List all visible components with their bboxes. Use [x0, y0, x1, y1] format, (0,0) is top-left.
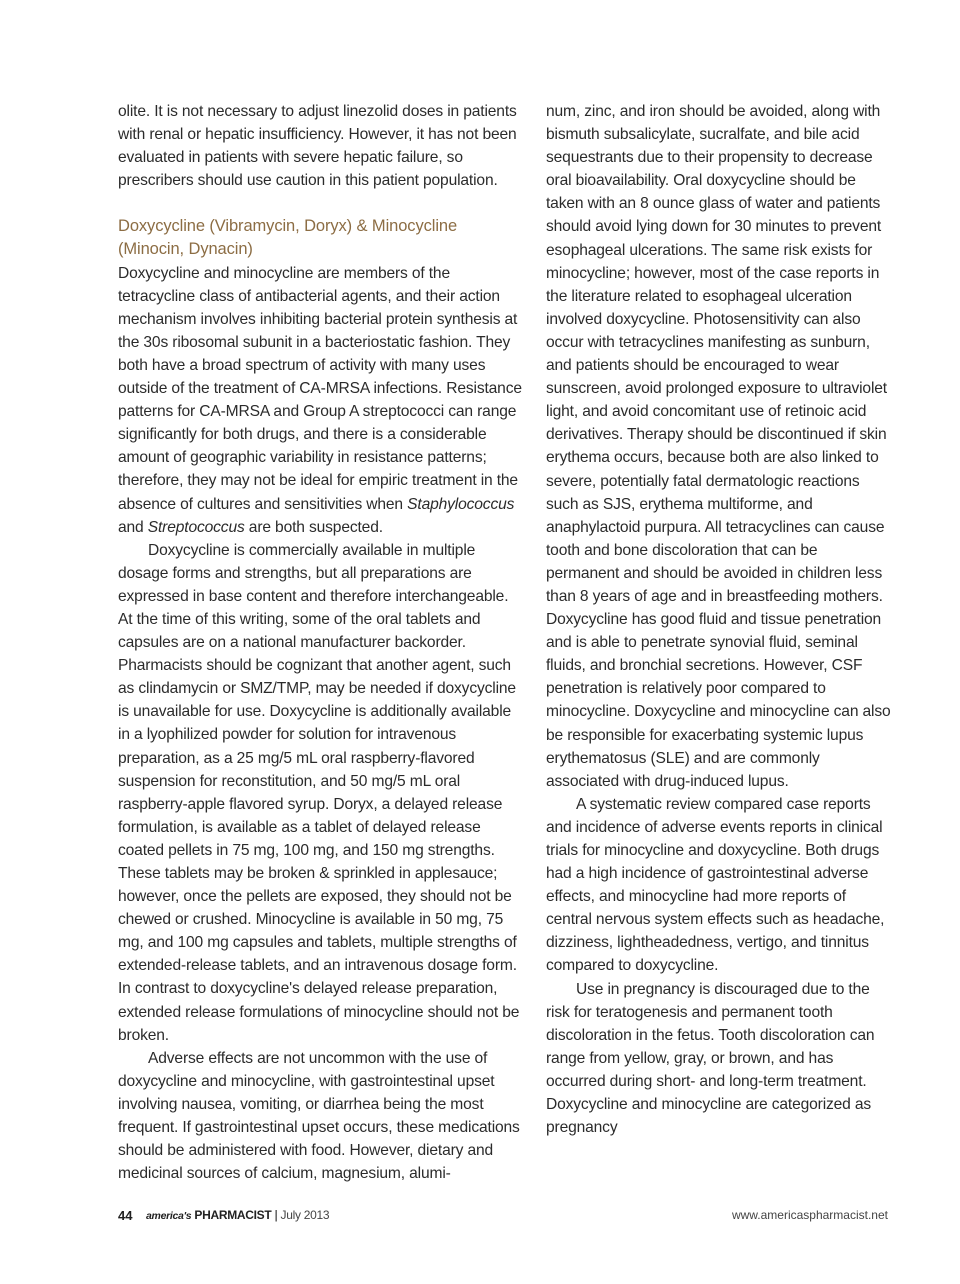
website-url: www.americaspharmacist.net	[731, 1208, 888, 1222]
page-number: 44	[118, 1208, 133, 1223]
issue-date: July 2013	[280, 1208, 330, 1222]
italic-genus-streptococcus: Streptococcus	[147, 518, 245, 536]
right-column	[546, 100, 892, 1139]
page-footer	[118, 1208, 888, 1228]
paragraph-bioavailability: num, zinc, and iron should be avoided, along with bismuth subsalicylate, sucralfate, and bile acid sequestrants due to their propensity to decrease oral bioavailability. Oral doxycycline should be taken with an 8 ounce glass of water and patients should avoid lying down for 30 minutes to prevent esophageal ulcerations. The same risk exists for minocycline; however, most of the case reports in the literature related to esophageal ulceration involved doxycycline. Photosensitivity can also occur with tetracyclines manifesting as sunburn, and patients should be encouraged to wear sunscreen, avoid prolonged exposure to ultraviolet light, and avoid concomitant use of retinoic acid derivatives. Therapy should be discontinued if skin erythema occurs, because both are also linked to severe, potentially fatal dermatologic reactions such as SJS, erythema multiforme, and anaphylactoid purpura. All tetracyclines can cause tooth and bone discoloration that can be permanent and should be avoided in children less than 8 years of age and in breastfeeding mothers. Doxycycline has good fluid and tissue penetration and is able to penetrate synovial fluid, seminal fluids, and bronchial secretions. However, CSF penetration is relatively poor compared to minocycline. Doxycycline and minocycline can also be responsible for exacerbating systemic lupus erythematosus (SLE) and are commonly associated with drug-induced lupus.	[546, 103, 891, 790]
brand-prefix: america's	[146, 1210, 192, 1222]
italic-genus-staphylococcus: Staphylococcus	[407, 495, 515, 513]
paragraph-dosage-forms: Doxycycline is commercially available in multiple dosage forms and strengths, but all preparations are expressed in base content and therefore interchangeable. At the time of this writing, some of the oral tablets and capsules are on a national manufacturer backorder. Pharmacists should be cognizant that another agent, such as clindamycin or SMZ/TMP, may be needed if doxycycline is unavailable for use. Doxycycline is additionally available in a lyophilized powder for solution for intravenous preparation, as a 25 mg/5 mL oral raspberry-flavored suspension for reconstitution, and 50 mg/5 mL oral raspberry-apple flavored syrup. Doryx, a delayed release formulation, is available as a tablet of delayed release coated pellets in 75 mg, 100 mg, and 150 mg strengths. These tablets may be broken & sprinkled in applesauce; however, once the pellets are exposed, they should not be chewed or crushed. Minocycline is available in 50 mg, 75 mg, and 100 mg capsules and tablets, multiple strengths of extended-release tablets, and an intravenous dosage form. In contrast to doxycycline's delayed release preparation, extended release formulations of minocycline should not be broken.	[118, 541, 520, 1044]
paragraph-text: and	[118, 518, 148, 536]
paragraph-text: Doxycycline and minocycline are members of the tetracycline class of antibacterial agents, and their action mechanism involves inhibiting bacterial protein synthesis at the 30s ribosomal subunit in a bacteriostatic fashion. They both have a broad spectrum of activity with many uses outside of the treatment of CA-MRSA infections. Resistance patterns for CA-MRSA and Group A streptococci can range significantly for both drugs, and there is a considerable amount of geographic variability in resistance patterns; therefore, they may not be ideal for empiric treatment in the absence of cultures and sensitivities when	[118, 264, 522, 513]
paragraph-linezolid-end: olite. It is not necessary to adjust linezolid doses in patients with renal or hepatic insufficiency. However, it has not been evaluated in patients with severe hepatic failure, so prescribers should use caution in this patient population.	[118, 103, 517, 190]
paragraph-gap	[118, 192, 523, 215]
paragraph-tetracycline-class	[118, 262, 523, 539]
footer-separator: |	[274, 1208, 278, 1222]
paragraph-text: are both suspected.	[244, 518, 383, 536]
publication-brand	[146, 1208, 329, 1222]
left-column	[118, 100, 523, 1185]
paragraph-pregnancy: Use in pregnancy is discouraged due to the risk for teratogenesis and permanent tooth discoloration in the fetus. Tooth discoloration can range from yellow, gray, or brown, and has occurred during short- and long-term treatment. Doxycycline and minocycline are categorized as pregnancy	[546, 980, 875, 1137]
paragraph-adverse-effects: Adverse effects are not uncommon with the use of doxycycline and minocycline, with gastrointestinal upset involving nausea, vomiting, or diarrhea being the most frequent. If gastrointestinal upset occurs, these medications should be administered with food. However, dietary and medicinal sources of calcium, magnesium, alumi-	[118, 1049, 520, 1183]
paragraph-systematic-review: A systematic review compared case reports and incidence of adverse events reports in clinical trials for minocycline and doxycycline. Both drugs had a high incidence of gastrointestinal adverse effects, and minocycline had more reports of central nervous system effects such as headache, dizziness, lightheadedness, vertigo, and tinnitus compared to doxycycline.	[546, 795, 885, 975]
section-heading: Doxycycline (Vibramycin, Doryx) & Minocycline (Minocin, Dynacin)	[118, 217, 458, 259]
brand-name: PHARMACIST	[194, 1208, 272, 1222]
